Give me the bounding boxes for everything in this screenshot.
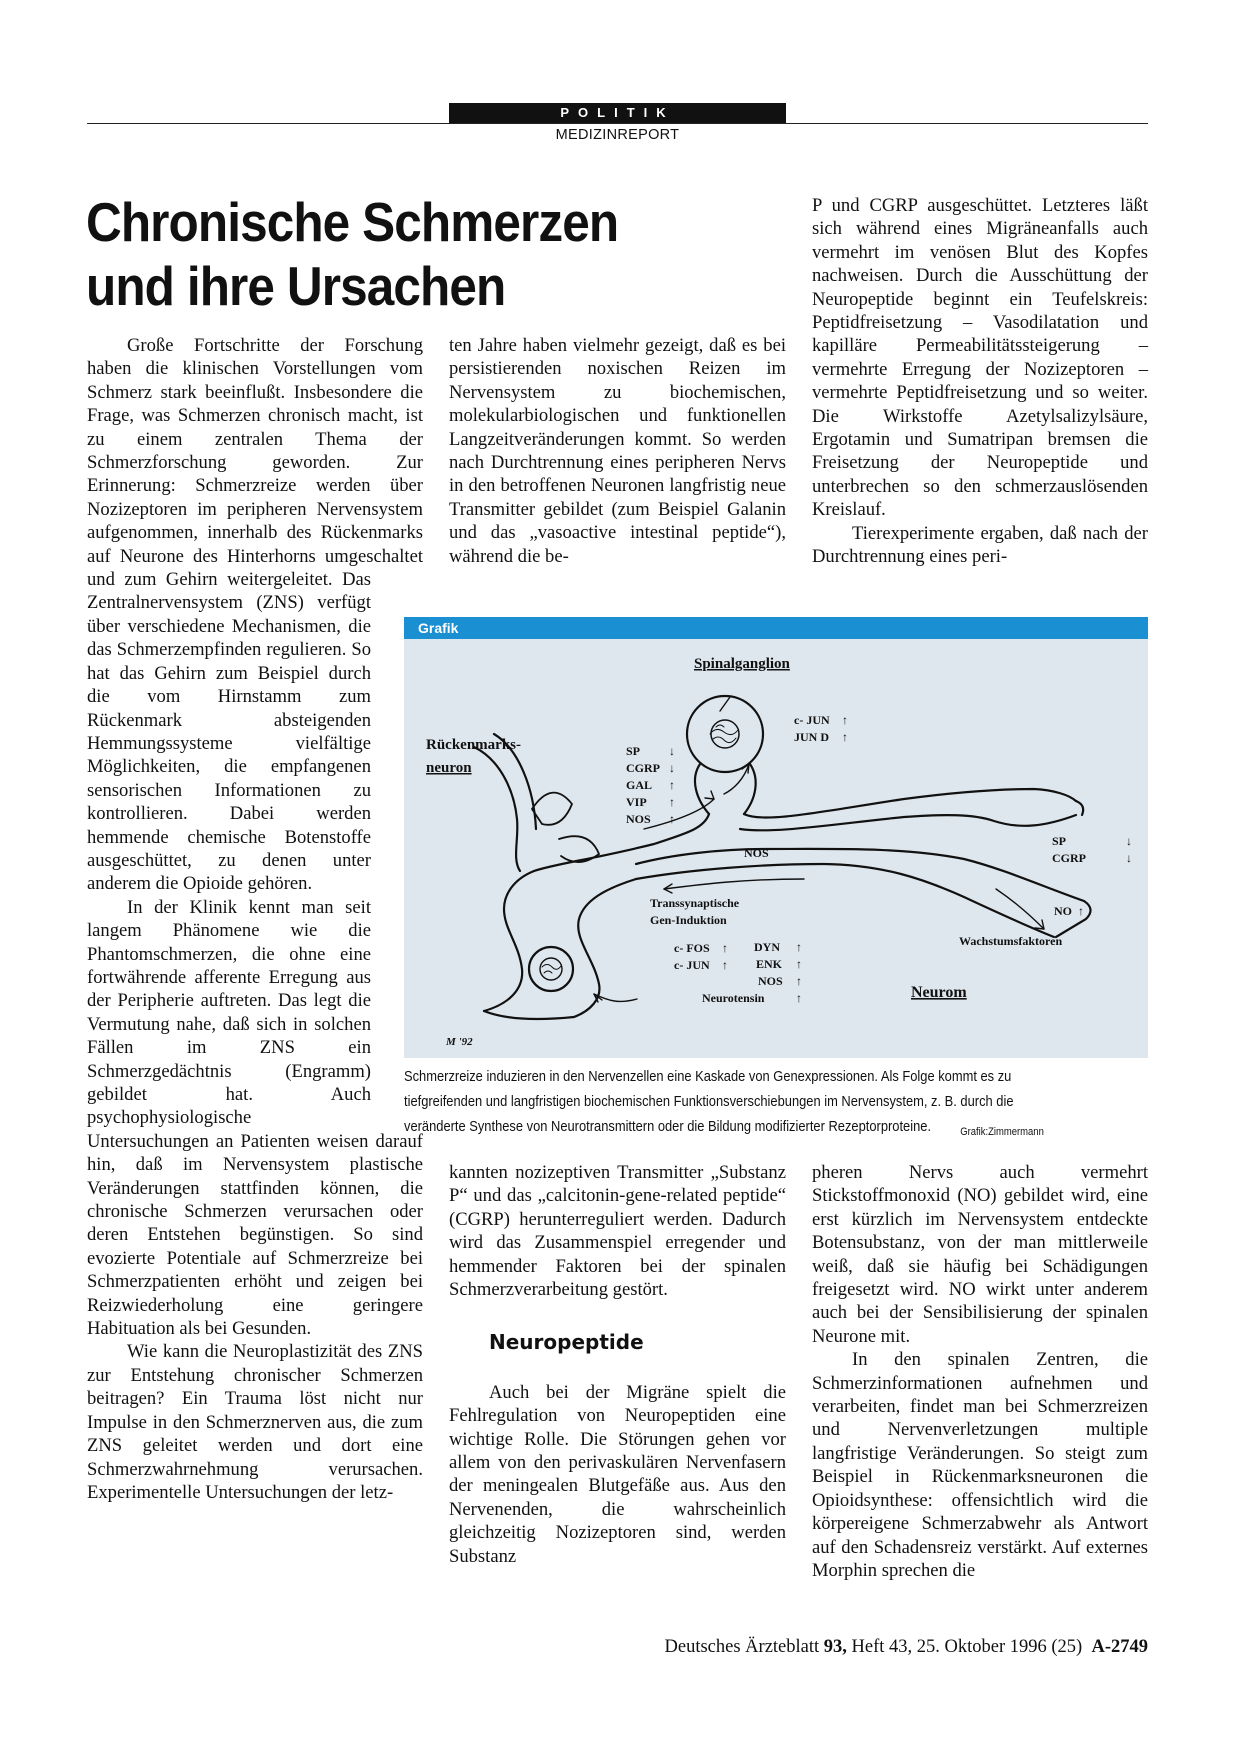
paragraph: pheren Nervs auch vermehrt Stickstoffmonoxid (NO) gebildet wird, eine erst kürzlich im Nervensystem entdeckte Botensubstanz, von der man mittlerweile weiß, daß sie häufig bei Schädigungen freigesetzt wird. NO wirkt unter anderem auch bei der Sensibilisierung der spinalen Neurone mit. xyxy=(812,1162,1148,1347)
header-rule xyxy=(87,123,1148,124)
ganglion-label-cgrp: CGRP xyxy=(626,761,660,775)
svg-text:↓: ↓ xyxy=(669,744,675,758)
spinal-label-dyn: DYN xyxy=(754,940,780,954)
spinal-label-enk: ENK xyxy=(756,957,783,971)
subheading: Neuropeptide xyxy=(489,1330,644,1355)
paragraph: In der Klinik kennt man seit langem Phänomene wie die Phantomschmerzen, die ohne eine fortwährende afferente Erregung aus der Peripherie auftreten. Das legt die Vermutung nahe, daß sich in solchen Fällen im ZNS ein Schmerzgedächtnis (Engramm) gebildet hat. Auch psychophysiologische Untersuchungen an Patienten weisen darauf hin, daß im Nervensystem plastische Veränderungen stattfinden können, die chronische Schmerzen verursachen oder deren Entstehen begünstigen. So sind evozierte Potentiale auf Schmerzreize bei Schmerzpatienten erhöht und zeigen bei Reizwiederholung eine geringere Habituation als bei Gesunden. xyxy=(87,896,423,1340)
paragraph: kannten nozizeptiven Transmitter „Substanz P“ und das „calcitonin-gene-related peptide“ (CGRP) herunterreguliert werden. Dadurch wird das Zusammenspiel erregender und hemmender Faktoren bei der spinalen Schmerzverarbeitung gestört. xyxy=(449,1162,786,1301)
paragraph: Auch bei der Migräne spielt die Fehlregulation von Neuropeptiden eine wichtige Rolle. Die Störungen gehen vor allem von den perivaskulären Nervenfasern der meningealen Blutgefäße aus. Aus den Nervenenden, die wahrscheinlich gleichzeitig Nozizeptoren sind, werden Substanz xyxy=(449,1381,786,1567)
neurom-label-sp: SP xyxy=(1052,834,1067,848)
spinal-neuron-cell-shape xyxy=(529,947,573,991)
svg-text:↑: ↑ xyxy=(796,991,802,1005)
rueckenmarksneuron-label-1: Rückenmarks- xyxy=(426,737,522,753)
wachstumsfaktoren-label: Wachstumsfaktoren xyxy=(959,934,1063,948)
column-2-bottom xyxy=(449,1161,786,1568)
transsynaptic-label-2: Gen-Induktion xyxy=(650,913,727,927)
article-title xyxy=(86,190,680,318)
caption-text: Schmerzreize induzieren in den Nervenzellen eine Kaskade von Genexpressionen. Als Folge kommt es zu tiefgreifenden und langfristigen biochemischen Funktionsverschiebungen im Nervensystem, z. B. durch die veränderte Synthese von Neurotransmittern oder die Bildung modifizierter Rezeptorproteine. xyxy=(404,1068,1014,1135)
ganglion-label-gal: GAL xyxy=(626,778,653,792)
subsection-label: MEDIZINREPORT xyxy=(555,127,680,143)
issue-info: Heft 43, 25. Oktober 1996 (25) xyxy=(851,1637,1083,1657)
paragraph: P und CGRP ausgeschüttet. Letzteres läßt sich während eines Migräneanfalls auch vermehrt im venösen Blut des Kopfes nachweisen. Durch die Ausschüttung der Neuropeptide beginnt ein Teufelskreis: Peptidfreisetzung – Vasodilatation und kapilläre Permeabilitätssteigerung – vermehrte Erregung der Nozizeptoren – vermehrte Peptidfreisetzung und so weiter. Die Wirkstoffe Azetylsalizylsäure, Ergotamin und Sumatripan bremsen die Freisetzung der Neuropeptide und unterbrechen so den schmerzauslösenden Kreislauf. xyxy=(812,195,1148,521)
paragraph: Große Fortschritte der Forschung haben die klinischen Vorstellungen vom Schmerz stark beeinflußt. Insbesondere die Frage, was Schmerzen chronisch macht, ist zu einem zentralen Thema der Schmerzforschung geworden. Zur Erinnerung: Schmerzreize werden über Nozizeptoren im peripheren Nervensystem aufgenommen, innerhalb des Rückenmarks auf Neurone des Hinterhorns umgeschaltet und zum Gehirn weitergeleitet. Das Zentralnervensystem (ZNS) verfügt über verschiedene Mechanismen, die das Schmerzempfinden regulieren. So hat das Gehirn zum Beispiel durch die vom Hirnstamm zum Rückenmark absteigenden Hemmungssysteme vielfältige Möglichkeiten, die empfangenen sensorischen Informationen zu kontrollieren. Dabei werden hemmende chemische Botenstoffe ausgeschüttet, zu denen unter anderem die Opioide gehören. xyxy=(87,335,423,895)
svg-text:↓: ↓ xyxy=(1126,851,1132,865)
spinal-label-cjun: c- JUN xyxy=(674,958,710,972)
svg-text:↓: ↓ xyxy=(1126,834,1132,848)
svg-text:↑: ↑ xyxy=(796,957,802,971)
svg-text:↑: ↑ xyxy=(1078,904,1084,918)
figure-label: Grafik xyxy=(404,617,1148,639)
spinalganglion-label: Spinalganglion xyxy=(694,656,790,672)
figure-caption xyxy=(404,1064,1044,1145)
svg-text:↑: ↑ xyxy=(669,795,675,809)
spinal-label-neurotensin: Neurotensin xyxy=(702,991,765,1005)
title-line-2: und ihre Ursachen xyxy=(86,255,506,317)
column-1 xyxy=(87,334,423,1594)
neurom-label: Neurom xyxy=(911,984,967,1001)
volume: 93, xyxy=(823,1637,847,1657)
paragraph: Wie kann die Neuroplastizität des ZNS zur Entstehung chronischer Schmerzen beitragen? Ein Trauma löst nicht nur Impulse in den Schmerznerven aus, die zum ZNS geleitet werden und dort eine Schmerzwahrnehmung verursachen. Experimentelle Untersuchungen der letz- xyxy=(87,1341,423,1503)
column-3-bottom xyxy=(812,1161,1148,1582)
transsynaptic-label-1: Transsynaptische xyxy=(650,896,740,910)
journal-name: Deutsches Ärzteblatt xyxy=(664,1637,820,1657)
ganglion-label-jund: JUN D xyxy=(794,730,829,744)
column-3-top xyxy=(812,194,1148,569)
paragraph: Tierexperimente ergaben, daß nach der Durchtrennung eines peri- xyxy=(812,522,1148,568)
column-2-top xyxy=(449,334,786,568)
figure-credit: Grafik:Zimmermann xyxy=(960,1126,1044,1138)
neurom-label-no: NO xyxy=(1054,904,1072,918)
svg-text:↑: ↑ xyxy=(669,812,675,826)
svg-text:↑: ↑ xyxy=(796,940,802,954)
svg-text:↑: ↑ xyxy=(722,941,728,955)
ganglion-label-cjun: c- JUN xyxy=(794,713,830,727)
paragraph: In den spinalen Zentren, die Schmerzinformationen aufnehmen und verarbeiten, findet man bei Schmerzreizen und Nervenverletzungen multiple langfristige Veränderungen. So steigt zum Beispiel in Rückenmarksneuronen die Opioidsynthese: offensichtlich wird die körpereigene Schmerzabwehr als Antwort auf den Schadensreiz verstärkt. Auf externes Morphin sprechen die xyxy=(812,1349,1148,1581)
nerve-label-nos: NOS xyxy=(744,846,769,860)
ganglion-label-nos: NOS xyxy=(626,812,651,826)
figure-diagram xyxy=(404,639,1148,1058)
section-label: POLITIK xyxy=(449,103,786,123)
ganglion-label-vip: VIP xyxy=(626,795,647,809)
neuron-diagram xyxy=(404,639,1148,1058)
svg-text:↑: ↑ xyxy=(796,974,802,988)
artist-signature: M '92 xyxy=(446,1036,473,1048)
spinal-label-nos: NOS xyxy=(758,974,783,988)
neurom-label-cgrp: CGRP xyxy=(1052,851,1086,865)
ganglion-cell-shape xyxy=(687,696,763,772)
svg-text:↓: ↓ xyxy=(669,761,675,775)
spinal-label-cfos: c- FOS xyxy=(674,941,710,955)
svg-text:↑: ↑ xyxy=(669,778,675,792)
svg-text:↑: ↑ xyxy=(842,730,848,744)
page-footer xyxy=(665,1637,1148,1658)
title-line-1: Chronische Schmerzen xyxy=(86,191,619,253)
ganglion-label-sp: SP xyxy=(626,744,641,758)
svg-text:↑: ↑ xyxy=(722,958,728,972)
svg-text:↑: ↑ xyxy=(842,713,848,727)
paragraph: ten Jahre haben vielmehr gezeigt, daß es bei persistierenden noxischen Reizen im Nervensystem zu biochemischen, molekularbiologischen und funktionellen Langzeitveränderungen kommt. So werden nach Durchtrennung eines peripheren Nervs in den betroffenen Neuronen langfristig neue Transmitter gebildet (zum Beispiel Galanin und das „vasoactive intestinal peptide“), während die be- xyxy=(449,335,786,567)
rueckenmarksneuron-label-2: neuron xyxy=(426,760,472,776)
page-number: A-2749 xyxy=(1091,1637,1148,1657)
